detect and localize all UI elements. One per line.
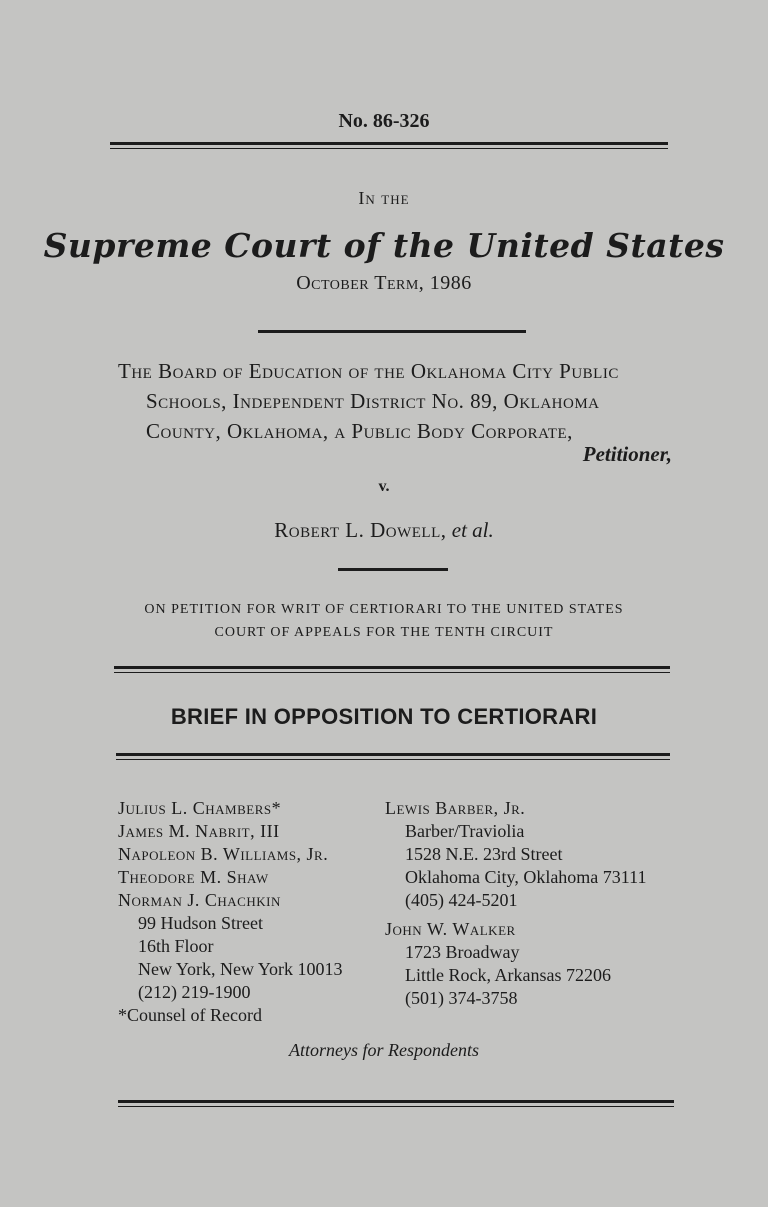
- brief-title: BRIEF IN OPPOSITION TO CERTIORARI: [170, 704, 598, 729]
- attorney-name: John W. Walker: [385, 919, 516, 939]
- petition-caption: [0, 598, 768, 644]
- attorney-name: Norman J. Chachkin: [118, 890, 281, 910]
- petitioner-label: Petitioner,: [582, 442, 672, 466]
- divider-rule: [258, 330, 526, 333]
- attorneys-role: Attorneys for Respondents: [289, 1040, 479, 1060]
- address-line: Little Rock, Arkansas 72206: [405, 965, 611, 985]
- petitioner-line: The Board of Education of the Oklahoma City Public: [118, 359, 619, 383]
- court-name: Supreme Court of the United States: [43, 226, 725, 265]
- address-line: 16th Floor: [138, 936, 214, 956]
- attorney-name: Theodore M. Shaw: [118, 867, 269, 887]
- counsel-of-record-note: *Counsel of Record: [118, 1005, 262, 1025]
- bottom-double-rule: [118, 1100, 674, 1107]
- phone-number: (405) 424-5201: [405, 890, 518, 910]
- address-line: 1528 N.E. 23rd Street: [405, 844, 563, 864]
- petitioner-party: [118, 356, 678, 446]
- court-term: October Term, 1986: [296, 272, 472, 294]
- address-line: New York, New York 10013: [138, 959, 343, 979]
- in-the-label: In the: [358, 188, 410, 208]
- respondent-party: [0, 518, 768, 543]
- respondent-suffix: et al.: [451, 518, 494, 542]
- respondent-name: Robert L. Dowell,: [274, 518, 447, 542]
- docket-number: No. 86-326: [338, 110, 430, 132]
- versus: v.: [378, 478, 390, 495]
- address-line: 1723 Broadway: [405, 942, 520, 962]
- petitioner-line: County, Oklahoma, a Public Body Corporate,: [146, 419, 573, 443]
- attorney-name: Lewis Barber, Jr.: [385, 798, 526, 818]
- petition-line: ON PETITION FOR WRIT OF CERTIORARI TO THE UNITED STATES: [144, 602, 624, 617]
- top-double-rule: [110, 142, 668, 149]
- title-rule-bottom: [116, 753, 670, 760]
- counsel-left-column: [118, 797, 343, 1027]
- petitioner-line: Schools, Independent District No. 89, Oklahoma: [146, 389, 600, 413]
- counsel-right-column: [385, 797, 646, 1010]
- attorney-name: James M. Nabrit, III: [118, 821, 280, 841]
- attorney-name: Julius L. Chambers*: [118, 798, 282, 818]
- divider-rule-short: [338, 568, 448, 571]
- address-line: Oklahoma City, Oklahoma 73111: [405, 867, 647, 887]
- phone-number: (501) 374-3758: [405, 988, 518, 1008]
- address-line: 99 Hudson Street: [138, 913, 263, 933]
- title-rule-top: [114, 666, 670, 673]
- address-line: Barber/Traviolia: [405, 821, 525, 841]
- phone-number: (212) 219-1900: [138, 982, 251, 1002]
- petition-line: COURT OF APPEALS FOR THE TENTH CIRCUIT: [214, 625, 554, 640]
- attorney-name: Napoleon B. Williams, Jr.: [118, 844, 329, 864]
